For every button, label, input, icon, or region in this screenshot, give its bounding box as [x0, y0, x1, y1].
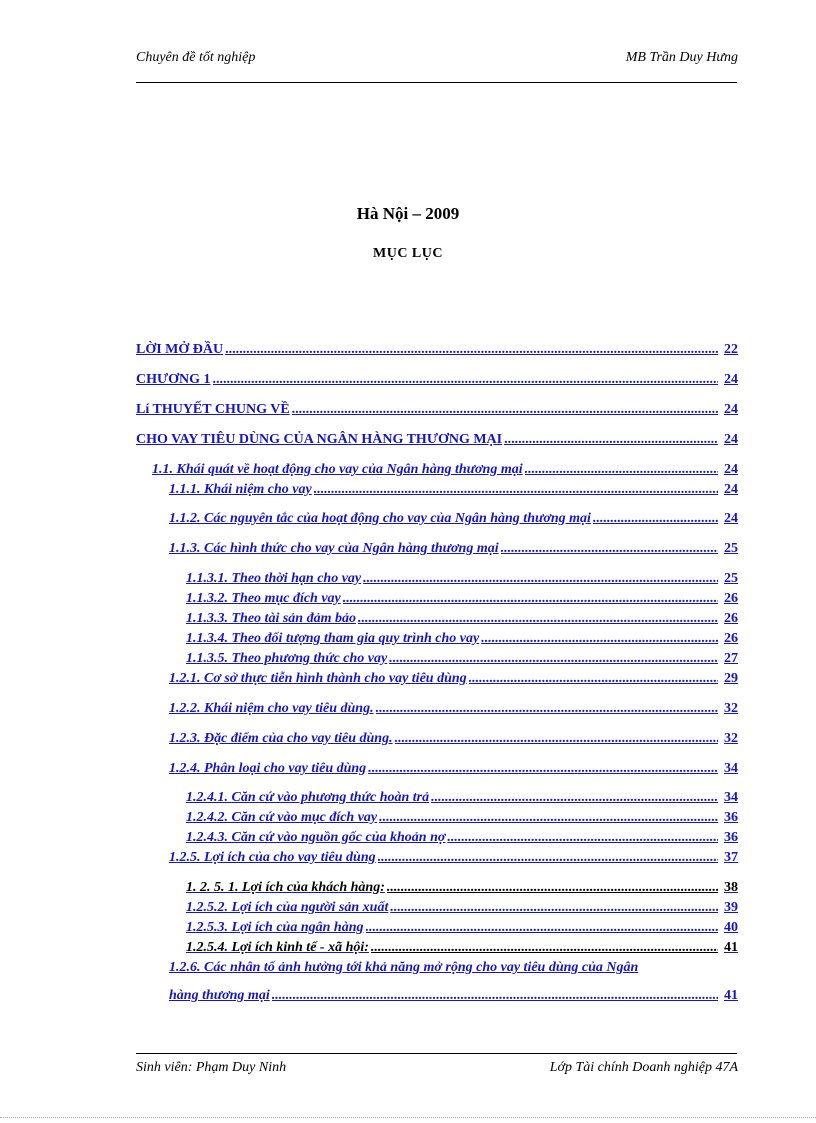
- toc-entry[interactable]: 1. 2. 5. 1. Lợi ích của khách hàng: ..... 38: [186, 880, 738, 896]
- page-edge: [0, 1117, 816, 1118]
- toc-entry[interactable]: 1.2.4.2. Căn cứ vào mục đích vay ..... 36: [186, 810, 738, 826]
- toc-entry[interactable]: 1.2.1. Cơ sở thực tiễn hình thành cho vay tiêu dùng ..... 29: [169, 671, 738, 687]
- toc-entry[interactable]: 1.1.2. Các nguyên tắc của hoạt động cho vay của Ngân hàng thương mại ..... 24: [169, 511, 738, 527]
- toc-entry[interactable]: 1.2.4.1. Căn cứ vào phương thức hoàn trả ..... 34: [186, 790, 738, 806]
- header-left: Chuyên đề tốt nghiệp: [136, 50, 256, 65]
- toc-entry[interactable]: CHƯƠNG 1 ..... 24: [136, 372, 738, 388]
- toc-entry[interactable]: 1.2.6. Các nhân tố ảnh hưởng tới khả năng mở rộng cho vay tiêu dùng của Ngân: [169, 960, 639, 975]
- toc-entry[interactable]: 1.1.3.5. Theo phương thức cho vay ..... 27: [186, 651, 738, 667]
- toc-title: MỤC LỤC: [373, 246, 443, 261]
- toc-entry[interactable]: 1.2.5. Lợi ích của cho vay tiêu dùng ..... 37: [169, 850, 738, 866]
- toc-entry[interactable]: hàng thương mại ..... 41: [169, 988, 738, 1004]
- header-rule: [136, 82, 737, 83]
- toc-entry[interactable]: 1.2.4.3. Căn cứ vào nguồn gốc của khoản nợ ..... 36: [186, 830, 738, 846]
- footer-right: Lớp Tài chính Doanh nghiệp 47A: [549, 1060, 738, 1075]
- toc-entry[interactable]: 1.1.3.4. Theo đối tượng tham gia quy trình cho vay ..... 26: [186, 631, 738, 647]
- toc-entry[interactable]: 1.1.3.1. Theo thời hạn cho vay ..... 25: [186, 571, 738, 587]
- toc-entry[interactable]: 1.2.5.2. Lợi ích của người sản xuất ..... 39: [186, 900, 738, 916]
- toc-entry[interactable]: 1.2.5.3. Lợi ích của ngân hàng ..... 40: [186, 920, 738, 936]
- header-right: MB Trần Duy Hưng: [625, 50, 738, 65]
- footer-left: Sinh viên: Phạm Duy Ninh: [136, 1060, 287, 1075]
- toc-entry[interactable]: CHO VAY TIÊU DÙNG CỦA NGÂN HÀNG THƯƠNG MẠI ..... 24: [136, 432, 738, 448]
- toc-entry[interactable]: LỜI MỞ ĐẦU ..... 22: [136, 342, 738, 358]
- toc-entry[interactable]: 1.1.1. Khái niệm cho vay ..... 24: [169, 482, 738, 498]
- toc-entry[interactable]: 1.2.5.4. Lợi ích kinh tế - xã hội: ..... 41: [186, 940, 738, 956]
- toc-entry[interactable]: 1.2.4. Phân loại cho vay tiêu dùng ..... 34: [169, 761, 738, 777]
- toc-entry[interactable]: 1.1.3. Các hình thức cho vay của Ngân hàng thương mại ..... 25: [169, 541, 738, 557]
- toc-entry[interactable]: 1.1. Khái quát về hoạt động cho vay của Ngân hàng thương mại ..... 24: [152, 462, 738, 478]
- city-year: Hà Nội – 2009: [356, 204, 460, 223]
- toc-entry[interactable]: 1.2.3. Đặc điểm của cho vay tiêu dùng. ..... 32: [169, 731, 738, 747]
- toc-entry[interactable]: 1.1.3.3. Theo tài sản đảm bảo ..... 26: [186, 611, 738, 627]
- toc-entry[interactable]: Lí THUYẾT CHUNG VỀ ..... 24: [136, 402, 738, 418]
- toc-entry[interactable]: 1.1.3.2. Theo mục đích vay ..... 26: [186, 591, 738, 607]
- footer-rule: [136, 1053, 737, 1054]
- toc-entry[interactable]: 1.2.2. Khái niệm cho vay tiêu dùng. ..... 32: [169, 701, 738, 717]
